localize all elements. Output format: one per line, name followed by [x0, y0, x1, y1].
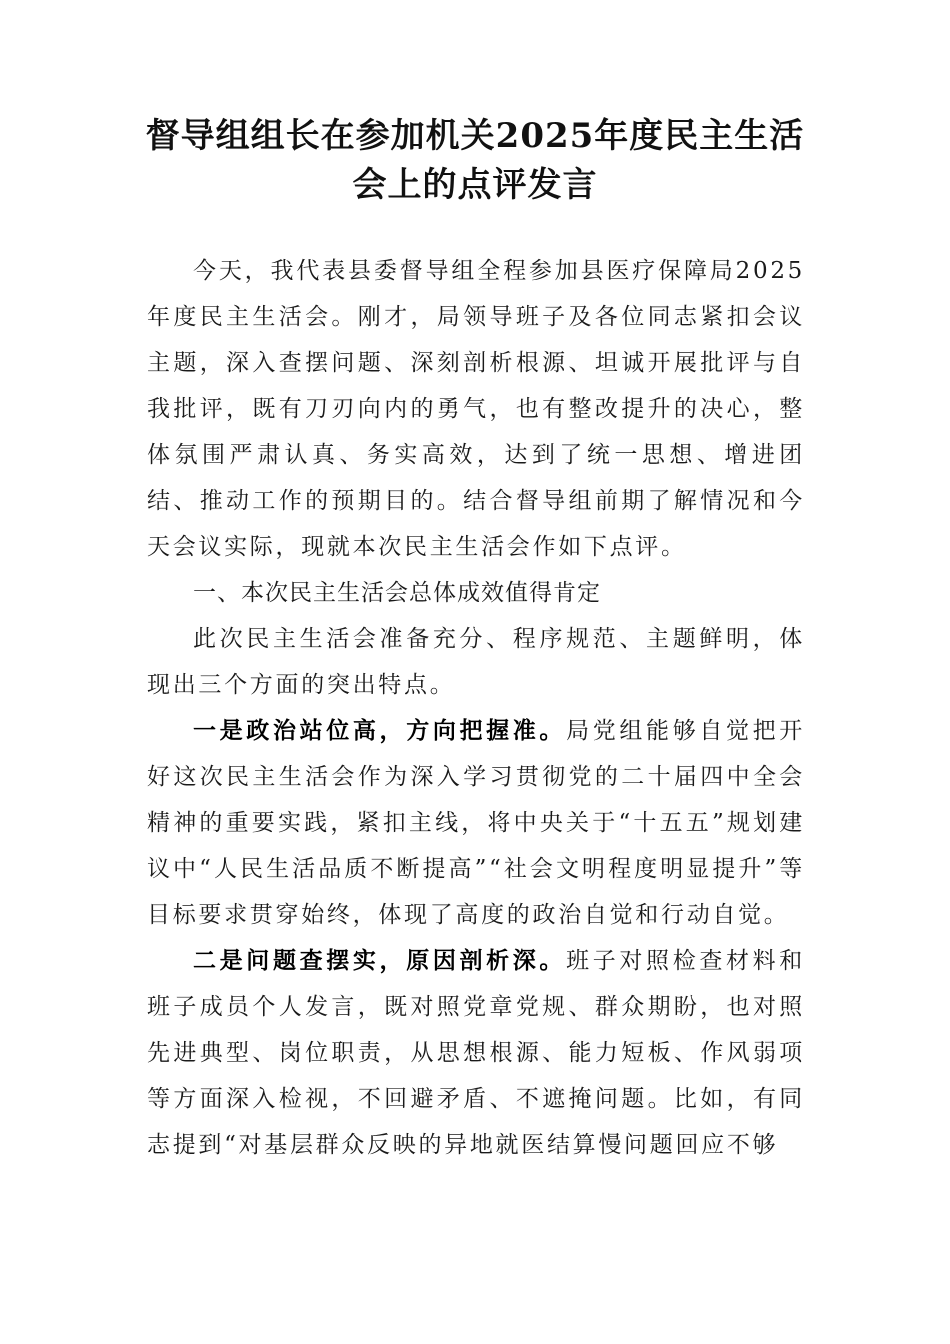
title-line-2: 会上的点评发言: [352, 165, 598, 205]
paragraph-point-2: [147, 938, 805, 1168]
document-body: [147, 248, 805, 1168]
paragraph-text: 此次民主生活会准备充分、程序规范、主题鲜明，体现出三个方面的突出特点。: [147, 626, 805, 698]
paragraph-point-1: [147, 708, 805, 938]
title-line-1: 督导组组长在参加机关2025年度民主生活: [145, 116, 805, 156]
paragraph-overview: [147, 616, 805, 708]
point-lead: 一是政治站位高，方向把握准。: [193, 717, 567, 744]
heading-text: 一、本次民主生活会总体成效值得肯定: [193, 580, 601, 606]
point-lead: 二是问题查摆实，原因剖析深。: [193, 947, 567, 974]
document-title: [140, 112, 810, 210]
paragraph-intro: [147, 248, 805, 570]
paragraph-text: 今天，我代表县委督导组全程参加县医疗保障局2025年度民主生活会。刚才，局领导班子及各位同志紧扣会议主题，深入查摆问题、深刻剖析根源、坦诚开展批评与自我批评，既有刀刃向内的勇气，也有整改提升的决心，整体氛围严肃认真、务实高效，达到了统一思想、增进团结、推动工作的预期目的。结合督导组前期了解情况和今天会议实际，现就本次民主生活会作如下点评。: [147, 258, 805, 560]
paragraph-text: 局党组能够自觉把开好这次民主生活会作为深入学习贯彻党的二十届四中全会精神的重要实践，紧扣主线，将中央关于“十五五”规划建议中“人民生活品质不断提高”“社会文明程度明显提升”等目标要求贯穿始终，体现了高度的政治自觉和行动自觉。: [147, 718, 805, 928]
paragraph-text: 班子对照检查材料和班子成员个人发言，既对照党章党规、群众期盼，也对照先进典型、岗位职责，从思想根源、能力短板、作风弱项等方面深入检视，不回避矛盾、不遮掩问题。比如，有同志提到“对基层群众反映的异地就医结算慢问题回应不够: [147, 948, 805, 1158]
section-heading: [147, 570, 805, 616]
